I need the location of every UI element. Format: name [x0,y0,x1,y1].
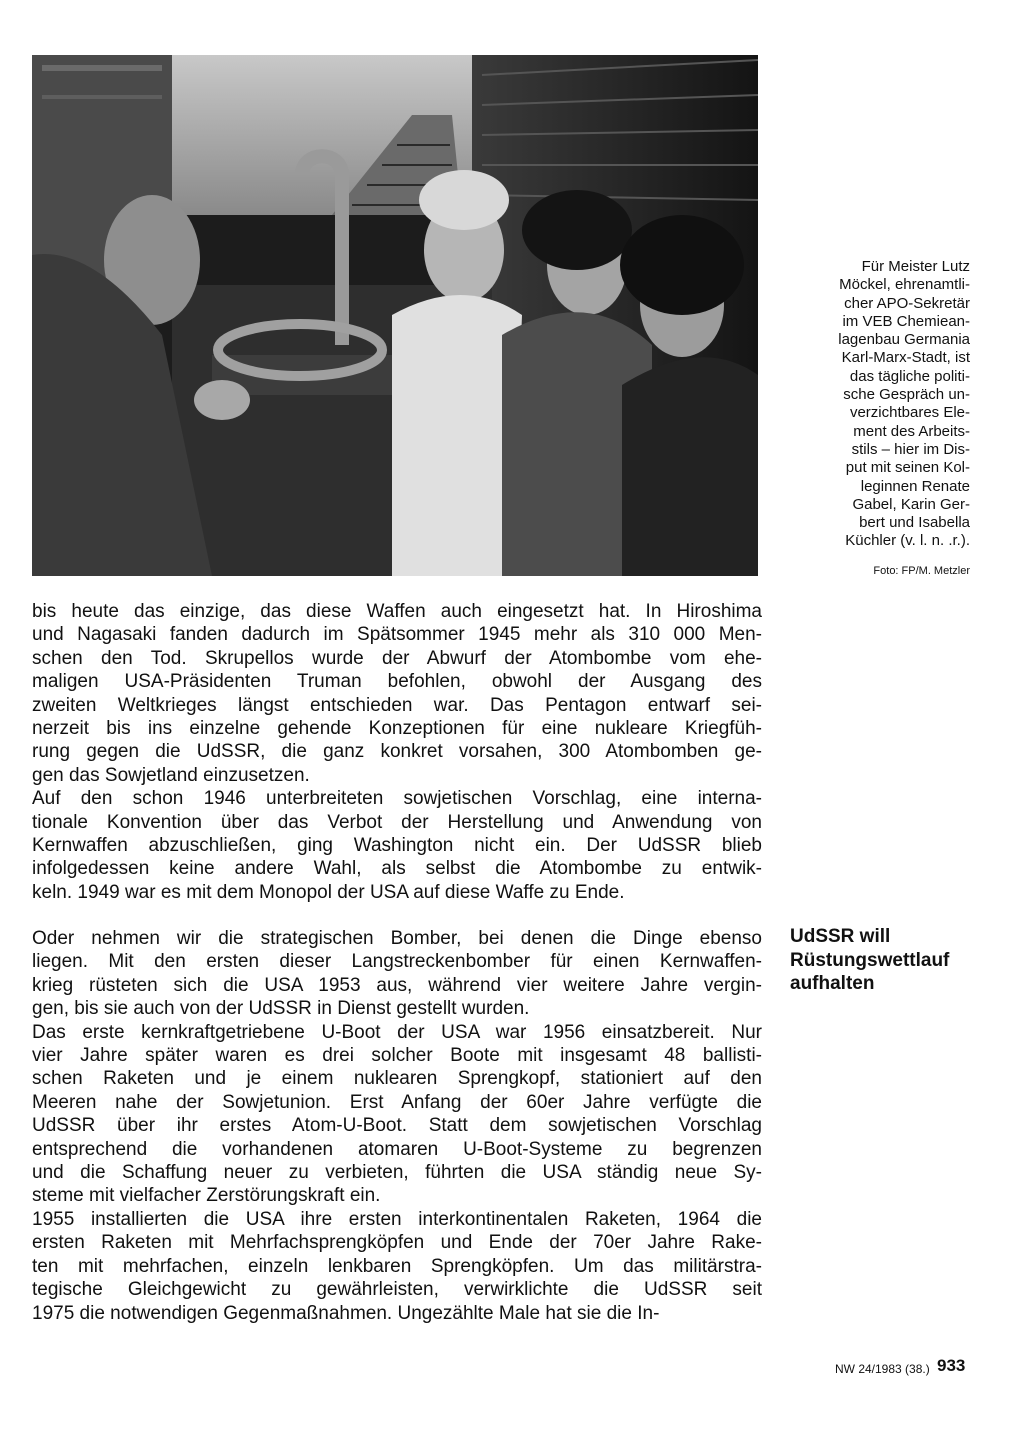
caption-line: ment des Arbeits- [853,422,970,440]
body-text-line: ten mit mehrfachen, einzeln lenkbaren Sprengköpfen. Um das militärstra- [32,1255,762,1277]
body-text-line: entsprechend die vorhandenen atomaren U-Boot-Systeme zu begrenzen [32,1138,762,1160]
issue-label: NW 24/1983 (38.) [835,1362,930,1376]
caption-line: leginnen Renate [860,477,970,495]
side-heading-line: aufhalten [790,973,875,994]
caption-line: Gabel, Karin Ger- [852,495,970,513]
caption-line: Für Meister Lutz [861,258,970,275]
body-text-line: Oder nehmen wir die strategischen Bomber, bei denen die Dinge ebenso [32,928,762,949]
photo-credit: Foto: FP/M. Metzler [873,565,970,577]
photo-caption [770,258,970,551]
body-text-line: bis heute das einzige, das diese Waffen auch eingesetzt hat. In Hiroshima [32,601,762,622]
body-text-line: ersten Raketen mit Mehrfachsprengköpfen und Ende der 70er Jahre Rake- [32,1232,762,1254]
article-body-part-2 [32,927,762,1325]
caption-line: Karl-Marx-Stadt, ist [841,349,970,367]
caption-line: sche Gespräch un- [843,386,970,404]
body-text-line: tegische Gleichgewicht zu gewährleisten, verwirklichte die UdSSR seit [32,1279,762,1301]
side-heading-line: UdSSR will [790,926,891,947]
caption-line: stils – hier im Dis- [851,440,970,458]
body-text-line: krieg rüsteten sich die USA 1953 aus, während vier weitere Jahre vergin- [32,974,762,996]
caption-line: verzichtbares Ele- [849,404,970,422]
body-text-line: Meeren nahe der Sowjetunion. Erst Anfang der 60er Jahre verfügte die [32,1091,762,1113]
caption-line: Küchler (v. l. n. .r.). [845,532,970,550]
side-heading [790,925,990,996]
body-text-line: nerzeit bis ins einzelne gehende Konzeptionen für eine nukleare Kriegfüh- [32,718,762,740]
photo-illustration [32,55,758,576]
body-text-line: maligen USA-Präsidenten Truman befohlen, obwohl der Ausgang des [32,671,762,693]
body-text-line: liegen. Mit den ersten dieser Langstreckenbomber für einen Kernwaffen- [32,951,762,973]
body-text-line: gen, bis sie auch von der UdSSR in Dienst gestellt wurden. [32,998,530,1020]
body-text-line: rung gegen die UdSSR, die ganz konkret vorsahen, 300 Atombomben ge- [32,741,762,763]
caption-line: das tägliche politi- [849,367,970,385]
body-text-line: UdSSR über ihr erstes Atom-U-Boot. Statt dem sowjetischen Vorschlag [32,1115,762,1137]
body-text-line: und die Schaffung neuer zu verbieten, führten die USA ständig neue Sy- [32,1162,762,1184]
body-text-line: und Nagasaki fanden dadurch im Spätsommer 1945 mehr als 310 000 Men- [32,624,762,646]
body-text-line: steme mit vielfacher Zerstörungskraft ein. [32,1185,381,1207]
body-text-line: tionale Konvention über das Verbot der Herstellung und Anwendung von [32,811,762,833]
body-text-line: Auf den schon 1946 unterbreiteten sowjetischen Vorschlag, eine interna- [32,788,762,810]
side-heading-line: Rüstungswettlauf [790,949,950,971]
body-text-line: 1975 die notwendigen Gegenmaßnahmen. Ungezählte Male hat sie die In- [32,1302,660,1324]
body-text-line: 1955 installierten die USA ihre ersten interkontinentalen Raketen, 1964 die [32,1208,762,1230]
page-number: 933 [937,1356,966,1375]
article-body-part-1 [32,600,762,904]
article-photo [32,55,758,576]
caption-line: put mit seinen Kol- [845,459,970,477]
caption-line: Möckel, ehrenamtli- [839,276,970,294]
body-text-line: zweiten Weltkrieges längst entschieden war. Das Pentagon entwarf sei- [32,694,762,716]
body-text-line: vier Jahre später waren es drei solcher Boote mit insgesamt 48 ballisti- [32,1045,762,1067]
body-text-line: infolgedessen keine andere Wahl, als selbst die Atombombe zu entwik- [32,858,762,880]
body-text-line: gen das Sowjetland einzusetzen. [32,764,310,786]
caption-line: im VEB Chemiean- [842,312,970,330]
body-text-line: Kernwaffen abzuschließen, ging Washington nicht ein. Der UdSSR blieb [32,835,762,857]
body-text-line: Das erste kernkraftgetriebene U-Boot der USA war 1956 einsatzbereit. Nur [32,1021,762,1043]
caption-line: cher APO-Sekretär [844,294,970,312]
body-text-line: schen Raketen und je einem nuklearen Sprengkopf, stationiert auf den [32,1068,762,1090]
body-text-line: keln. 1949 war es mit dem Monopol der USA auf diese Waffe zu Ende. [32,881,625,903]
caption-line: lagenbau Germania [838,331,970,349]
body-text-line: schen den Tod. Skrupellos wurde der Abwurf der Atombombe vom ehe- [32,647,762,669]
caption-line: bert und Isabella [859,514,970,532]
